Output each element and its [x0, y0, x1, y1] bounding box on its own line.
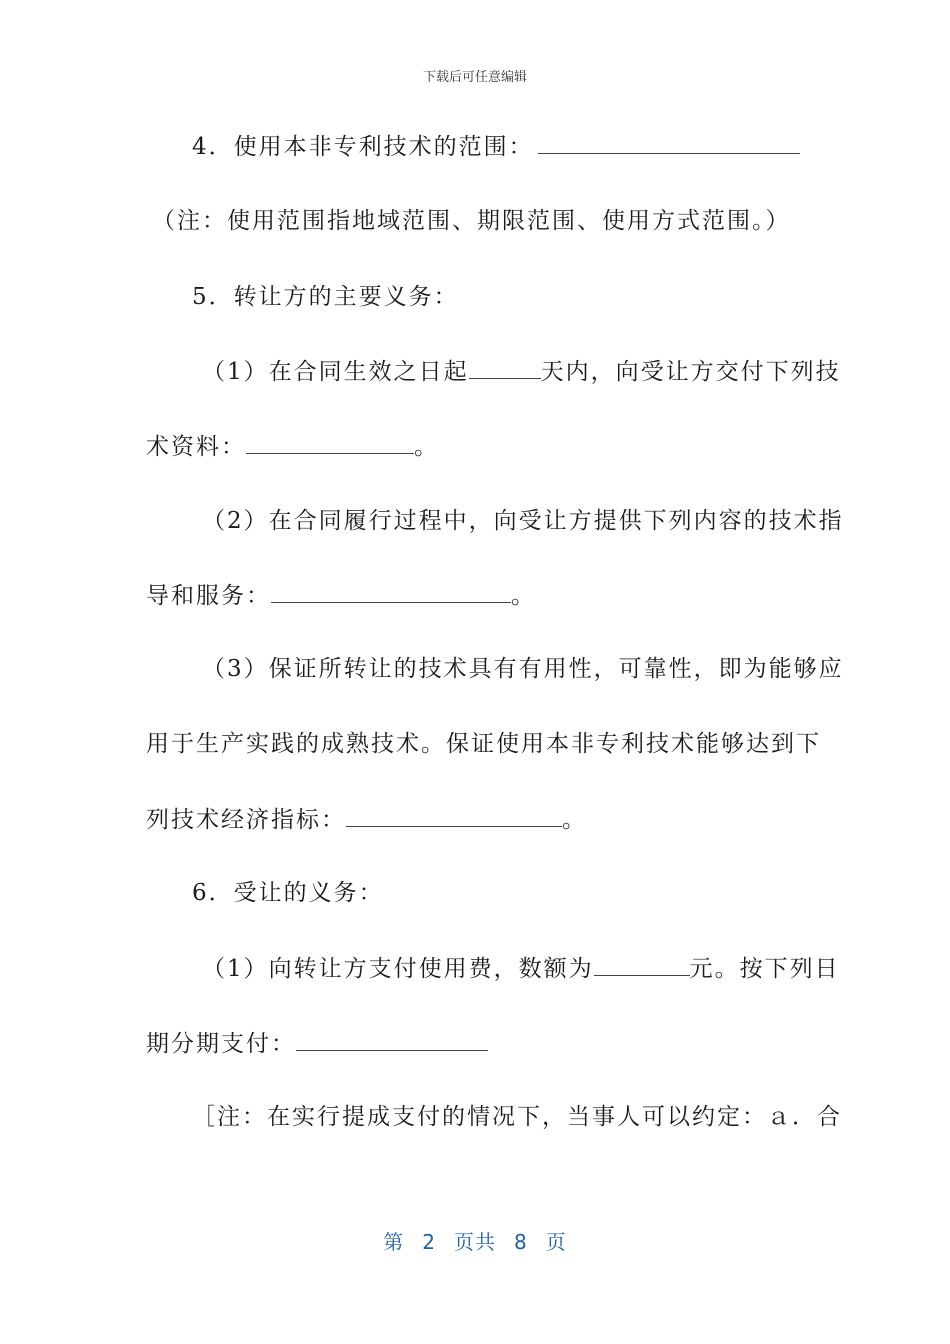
clause-5-1-text-c: 术资料： [146, 434, 246, 460]
clause-6-1-text-c: 期分期支付： [146, 1031, 296, 1057]
clause-5-1-text-a: （1）在合同生效之日起 [202, 359, 469, 385]
footer-total-pages: 8 [514, 1230, 528, 1254]
blank-guidance [271, 580, 511, 603]
clause-6-1-line2 [146, 1028, 488, 1059]
clause-5-2-text-b: 。 [511, 583, 536, 609]
clause-4-scope [192, 131, 800, 162]
clause-6-1-text-a: （1）向转让方支付使用费，数额为 [202, 956, 594, 982]
clause-5-2-line1: （2）在合同履行过程中，向受让方提供下列内容的技术指 [202, 508, 844, 534]
clause-6-heading: 6．受让的义务： [192, 880, 384, 906]
footer-page-number: 2 [422, 1230, 436, 1254]
clause-4-text: 4．使用本非专利技术的范围： [192, 134, 534, 160]
page-footer [0, 1226, 950, 1255]
clause-5-1-text-b: 天内，向受让方交付下列技 [540, 359, 841, 385]
clause-5-3-line1: （3）保证所转让的技术具有有用性，可靠性，即为能够应 [202, 656, 844, 682]
blank-tech-materials [246, 431, 414, 454]
blank-days [469, 356, 541, 379]
clause-5-2-text-a: 导和服务： [146, 583, 271, 609]
blank-amount [594, 953, 690, 976]
clause-5-3-text-a: 列技术经济指标： [146, 807, 346, 833]
footer-suffix: 页 [545, 1230, 567, 1254]
note-royalty: ［注：在实行提成支付的情况下，当事人可以约定：ａ．合 [192, 1104, 842, 1130]
blank-indicators [346, 804, 562, 827]
footer-middle: 页共 [454, 1230, 496, 1254]
note-scope: （注：使用范围指地域范围、期限范围、使用方式范围。） [152, 208, 791, 234]
clause-5-heading: 5．转让方的主要义务： [192, 284, 459, 310]
clause-5-3-text-b: 。 [562, 807, 587, 833]
clause-5-1-line2 [146, 431, 439, 462]
blank-payment-dates [296, 1028, 488, 1051]
clause-6-1-line1 [202, 953, 840, 984]
clause-5-3-line3 [146, 804, 587, 835]
clause-5-1-line1 [202, 356, 841, 387]
clause-5-3-line2: 用于生产实践的成熟技术。保证使用本非专利技术能够达到下 [146, 731, 821, 757]
page-header: 下载后可任意编辑 [422, 70, 527, 85]
clause-5-2-line2 [146, 580, 536, 611]
blank-scope [538, 131, 800, 154]
clause-5-1-text-d: 。 [414, 434, 439, 460]
clause-6-1-text-b: 元。按下列日 [689, 956, 840, 982]
footer-prefix: 第 [383, 1230, 405, 1254]
